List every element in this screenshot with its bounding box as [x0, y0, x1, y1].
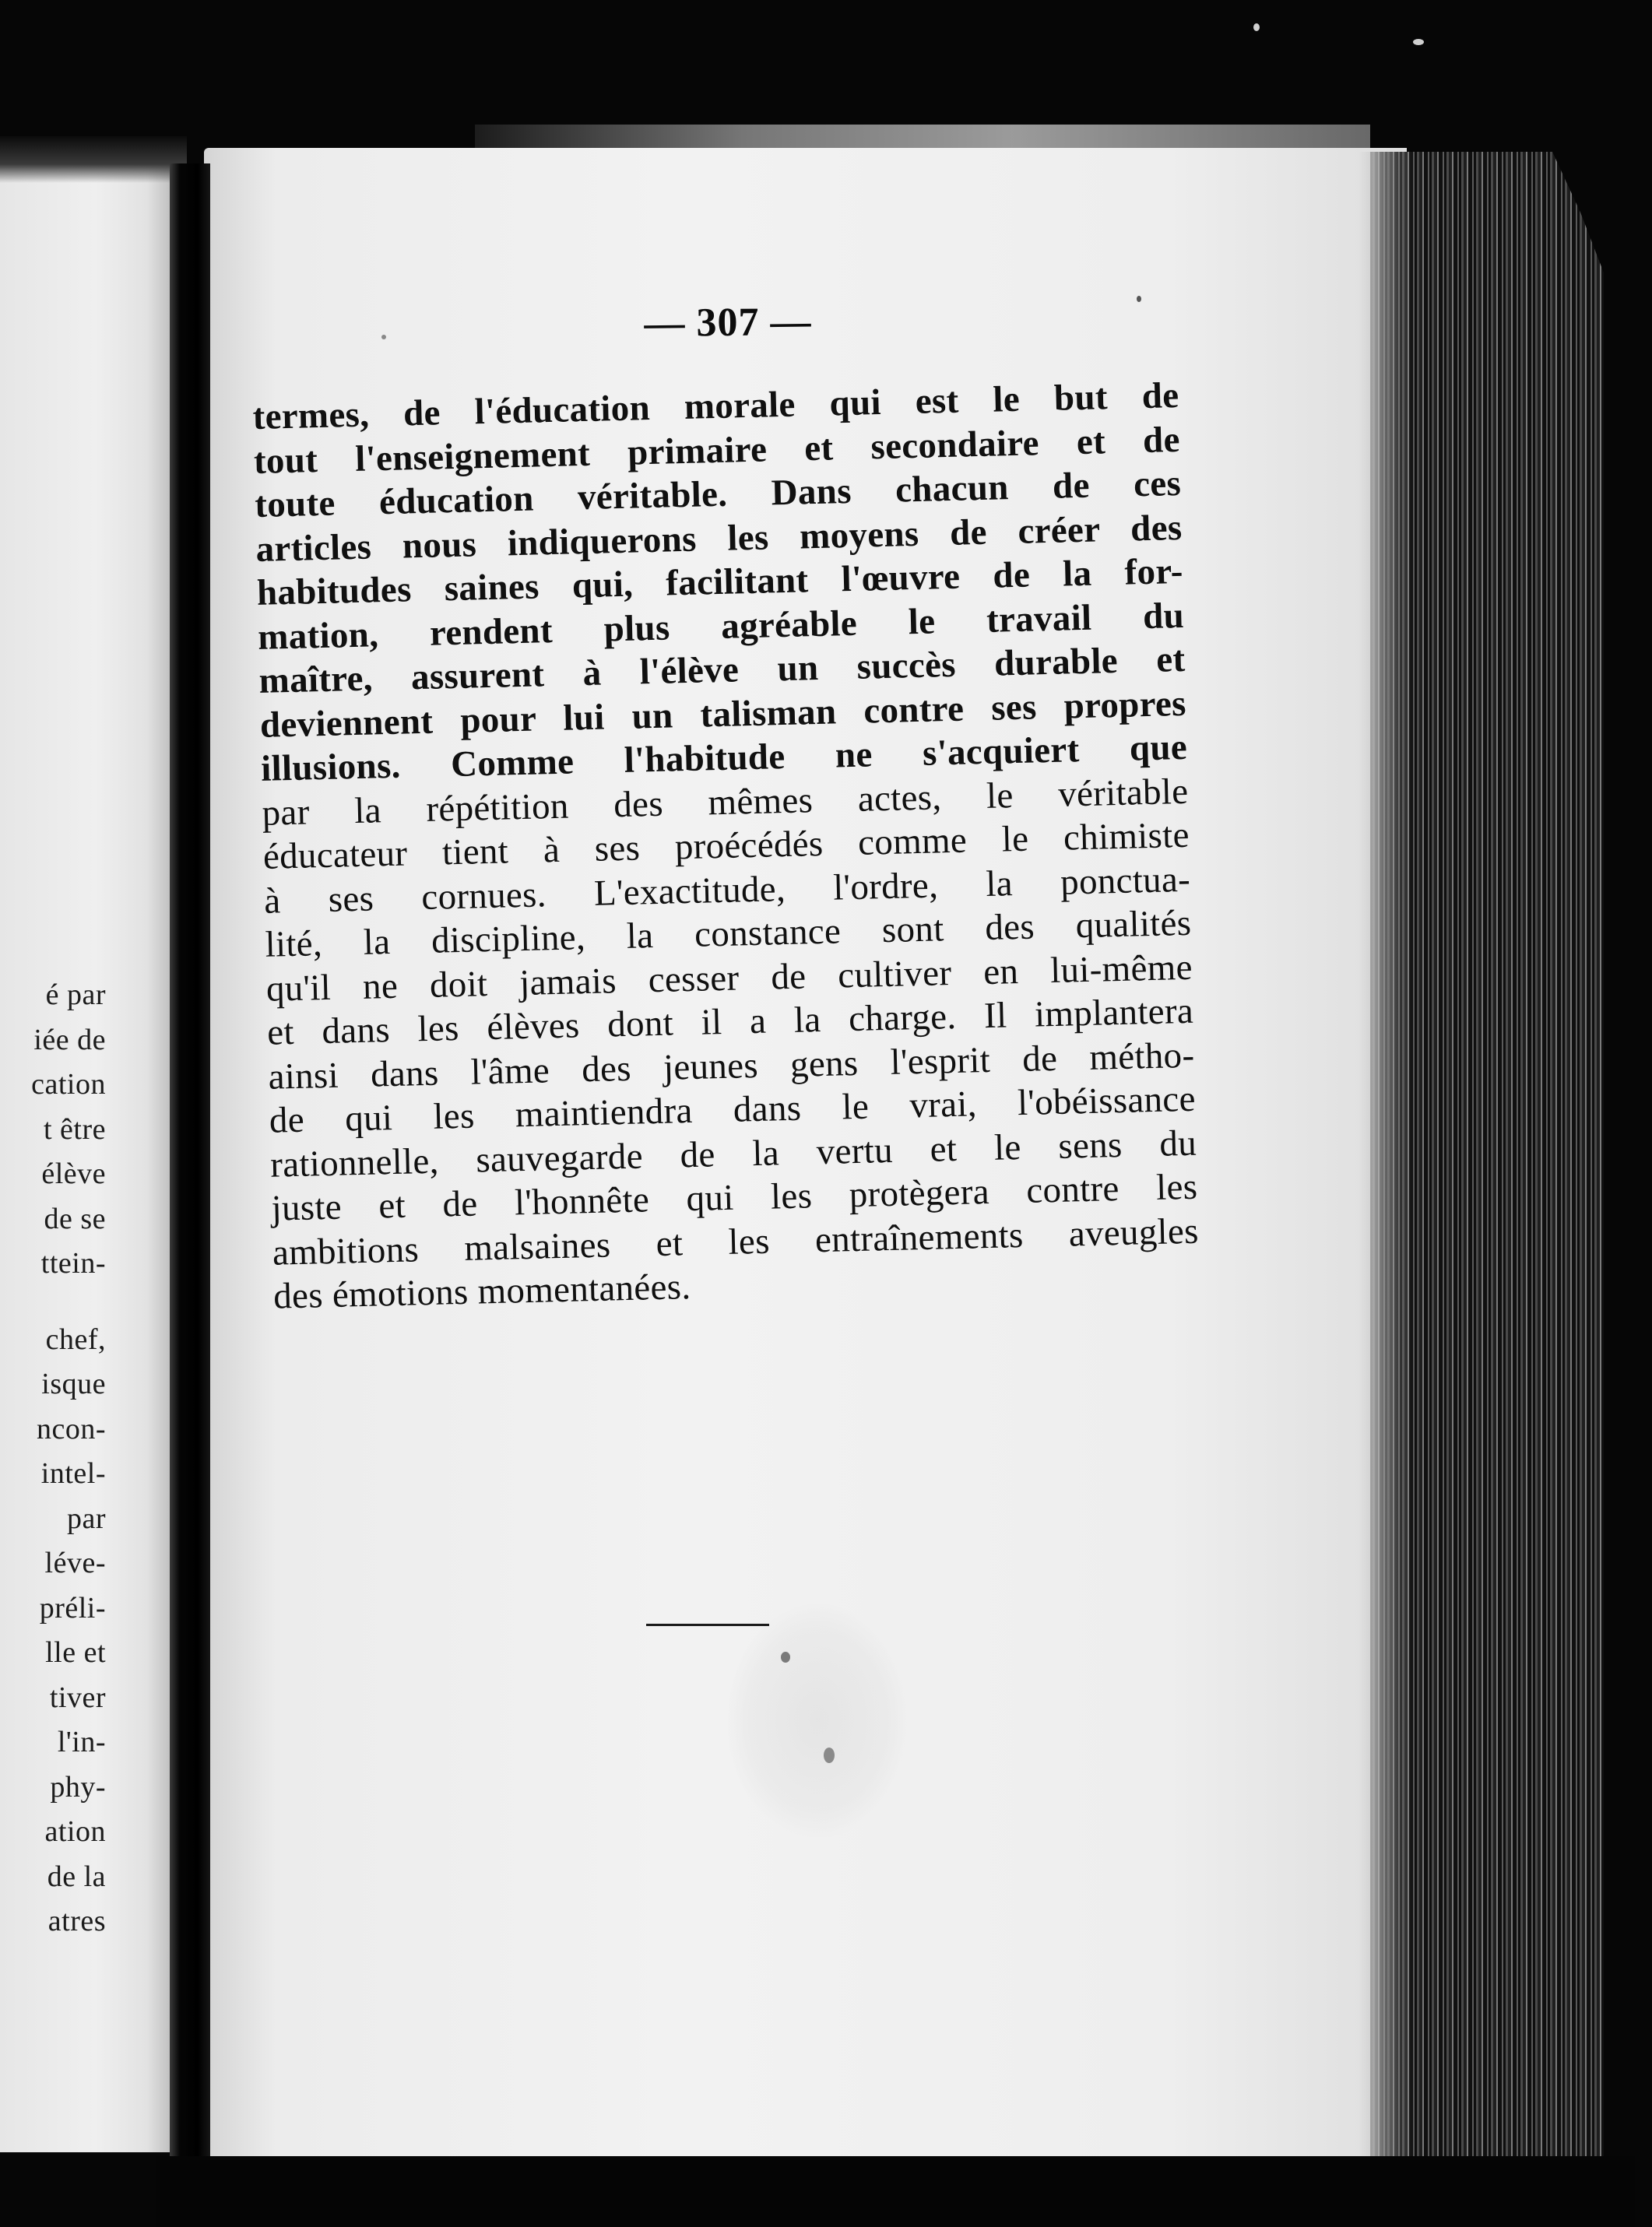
text-line: éducateur tient à ses proécédés comme le chimiste — [262, 814, 1190, 877]
previous-page-text — [0, 973, 106, 1944]
text-line: des émotions momentanées. — [272, 1266, 691, 1317]
previous-page-line: t être — [43, 1112, 106, 1146]
text-line: illusions. Comme l'habitude ne s'acquiert que — [260, 726, 1188, 789]
faded-library-stamp — [728, 1604, 907, 1837]
page-body-text — [252, 374, 1200, 1319]
previous-page-line: isque — [41, 1368, 106, 1400]
text-line: qu'il ne doit jamais cesser de cultiver en lui-même — [265, 947, 1193, 1010]
text-line: termes, de l'éducation morale qui est le but de — [252, 374, 1179, 437]
dust-speck — [1413, 39, 1424, 45]
previous-page-line: ncon- — [36, 1412, 106, 1445]
text-line: mation, rendent plus agréable le travail du — [257, 595, 1185, 658]
previous-page-line: lle et — [45, 1636, 106, 1669]
page-edge-fade — [1359, 152, 1413, 2168]
text-line: rationnelle, sauvegarde de la vertu et le sens du — [269, 1122, 1197, 1186]
previous-page-line: intel- — [40, 1457, 106, 1490]
previous-page-line: atres — [47, 1905, 106, 1937]
text-line: maître, assurent à l'élève un succès durable et — [258, 638, 1186, 701]
previous-page-shadow — [0, 136, 187, 183]
previous-page-line: ttein- — [40, 1247, 106, 1280]
text-line: lité, la discipline, la constance sont des qualités — [265, 902, 1192, 965]
stamp-speck — [781, 1652, 790, 1663]
text-line: tout l'enseignement primaire et secondaire et de — [253, 419, 1181, 482]
previous-page-fragment — [0, 160, 173, 2152]
text-line: articles nous indiquerons les moyens de créer des — [255, 507, 1183, 570]
previous-page-line: élève — [41, 1157, 106, 1190]
previous-page-line: phy- — [50, 1770, 106, 1804]
previous-page-paragraph-gap — [0, 1287, 106, 1318]
stamp-speck — [824, 1748, 835, 1763]
text-line: par la répétition des mêmes actes, le véritable — [262, 771, 1189, 834]
text-line: habitudes saines qui, facilitant l'œuvre de la for- — [256, 550, 1184, 613]
previous-page-line: ation — [44, 1815, 106, 1848]
previous-page-line: léve- — [44, 1547, 106, 1579]
previous-page-line: préli- — [39, 1591, 106, 1625]
previous-page-line: iée de — [33, 1023, 106, 1056]
text-line: et dans les élèves dont il a la charge. Il implantera — [266, 990, 1194, 1053]
text-line: de qui les maintiendra dans le vrai, l'obéissance — [269, 1078, 1197, 1141]
bottom-shadow — [156, 2156, 1635, 2227]
previous-page-line: chef, — [45, 1323, 106, 1356]
page-number: — 307 — — [644, 299, 812, 346]
text-line: toute éducation véritable. Dans chacun de ces — [254, 462, 1182, 525]
text-line: ainsi dans l'âme des jeunes gens l'esprit de métho- — [268, 1034, 1195, 1098]
end-of-chapter-rule — [646, 1624, 769, 1626]
previous-page-line: de se — [44, 1202, 106, 1235]
text-line: ambitions malsaines et les entraînements aveugles — [272, 1210, 1200, 1273]
text-line: juste et de l'honnête qui les protègera contre les — [271, 1166, 1198, 1229]
dust-speck — [1253, 23, 1260, 31]
text-line: deviennent pour lui un talisman contre ses propres — [259, 683, 1187, 746]
dust-speck — [381, 335, 386, 339]
dust-speck — [1137, 296, 1141, 302]
text-line: à ses cornues. L'exactitude, l'ordre, la ponctua- — [263, 859, 1191, 922]
previous-page-line: cation — [31, 1068, 106, 1101]
previous-page-line: de la — [47, 1860, 106, 1893]
book-gutter — [170, 163, 210, 2156]
previous-page-line: l'in- — [57, 1726, 106, 1758]
previous-page-line: tiver — [49, 1681, 106, 1714]
previous-page-line: par — [66, 1502, 106, 1535]
previous-page-line: é par — [45, 978, 106, 1011]
